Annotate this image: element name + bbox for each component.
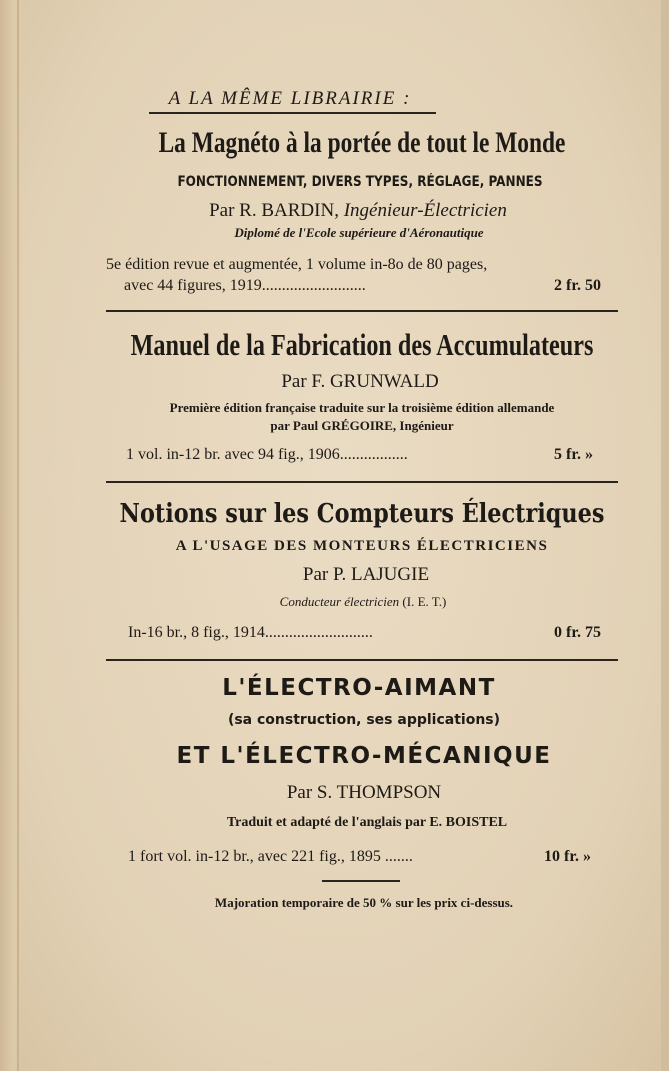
book3-role-line [0,594,669,610]
book3-details: In-16 br., 8 fig., 1914........................... [128,624,373,641]
book2-translator: par Paul GRÉGOIRE, Ingénieur [270,418,454,433]
separator-2 [106,481,618,483]
book4-subtitle: (sa construction, ses applications) [227,712,501,728]
book2-title: Manuel de la Fabrication des Accumulateurs [130,327,594,362]
book1-details-line2: avec 44 figures, 1919.......................... [124,277,366,294]
book1-diploma-note: Diplomé de l'Ecole supérieure d'Aéronautique [234,225,484,240]
book3-role: Conducteur électricien [279,594,400,609]
book1-title: La Magnéto à la portée de tout le Monde [158,126,566,159]
separator-1 [106,310,618,312]
book4-title: L'ÉLECTRO-AIMANT [222,675,496,701]
book1-author-role: Ingénieur-Électricien [343,200,507,221]
book2-price: 5 fr. » [554,446,593,463]
separator-3 [106,659,618,661]
price-increase-note: Majoration temporaire de 50 % sur les prix ci-dessus. [214,895,514,910]
book2-translation-note: Première édition française traduite sur la troisième édition allemande [169,400,555,415]
book4-title-2: ET L'ÉLECTRO-MÉCANIQUE [176,743,552,769]
book4-translation-note: Traduit et adapté de l'anglais par E. BOISTEL [226,815,508,830]
book3-author: Par P. LAJUGIE [302,564,430,585]
header-underline [149,112,436,114]
library-header: A LA MÊME LIBRAIRIE : [168,88,412,109]
book3-price: 0 fr. 75 [554,624,601,641]
book1-subtitle: FONCTIONNEMENT, DIVERS TYPES, RÉGLAGE, PANNES [177,174,543,190]
book3-title: Notions sur les Compteurs Électriques [119,499,605,529]
book1-author-name: Par R. BARDIN, [209,200,339,221]
book3-subtitle: A L'USAGE DES MONTEURS ÉLECTRICIENS [175,538,549,554]
book2-details: 1 vol. in-12 br. avec 94 fig., 1906................. [126,446,408,463]
footer-separator [322,880,400,882]
book4-price: 10 fr. » [544,848,591,865]
book3-role-suffix: (I. E. T.) [402,594,447,609]
book1-details-line1: 5e édition revue et augmentée, 1 volume in-8o de 80 pages, [106,256,488,273]
book4-author: Par S. THOMPSON [286,782,442,803]
book4-details: 1 fort vol. in-12 br., avec 221 fig., 1895 ....... [128,848,413,865]
book1-author [0,200,669,222]
book2-author: Par F. GRUNWALD [281,371,439,392]
book1-price: 2 fr. 50 [554,277,601,294]
